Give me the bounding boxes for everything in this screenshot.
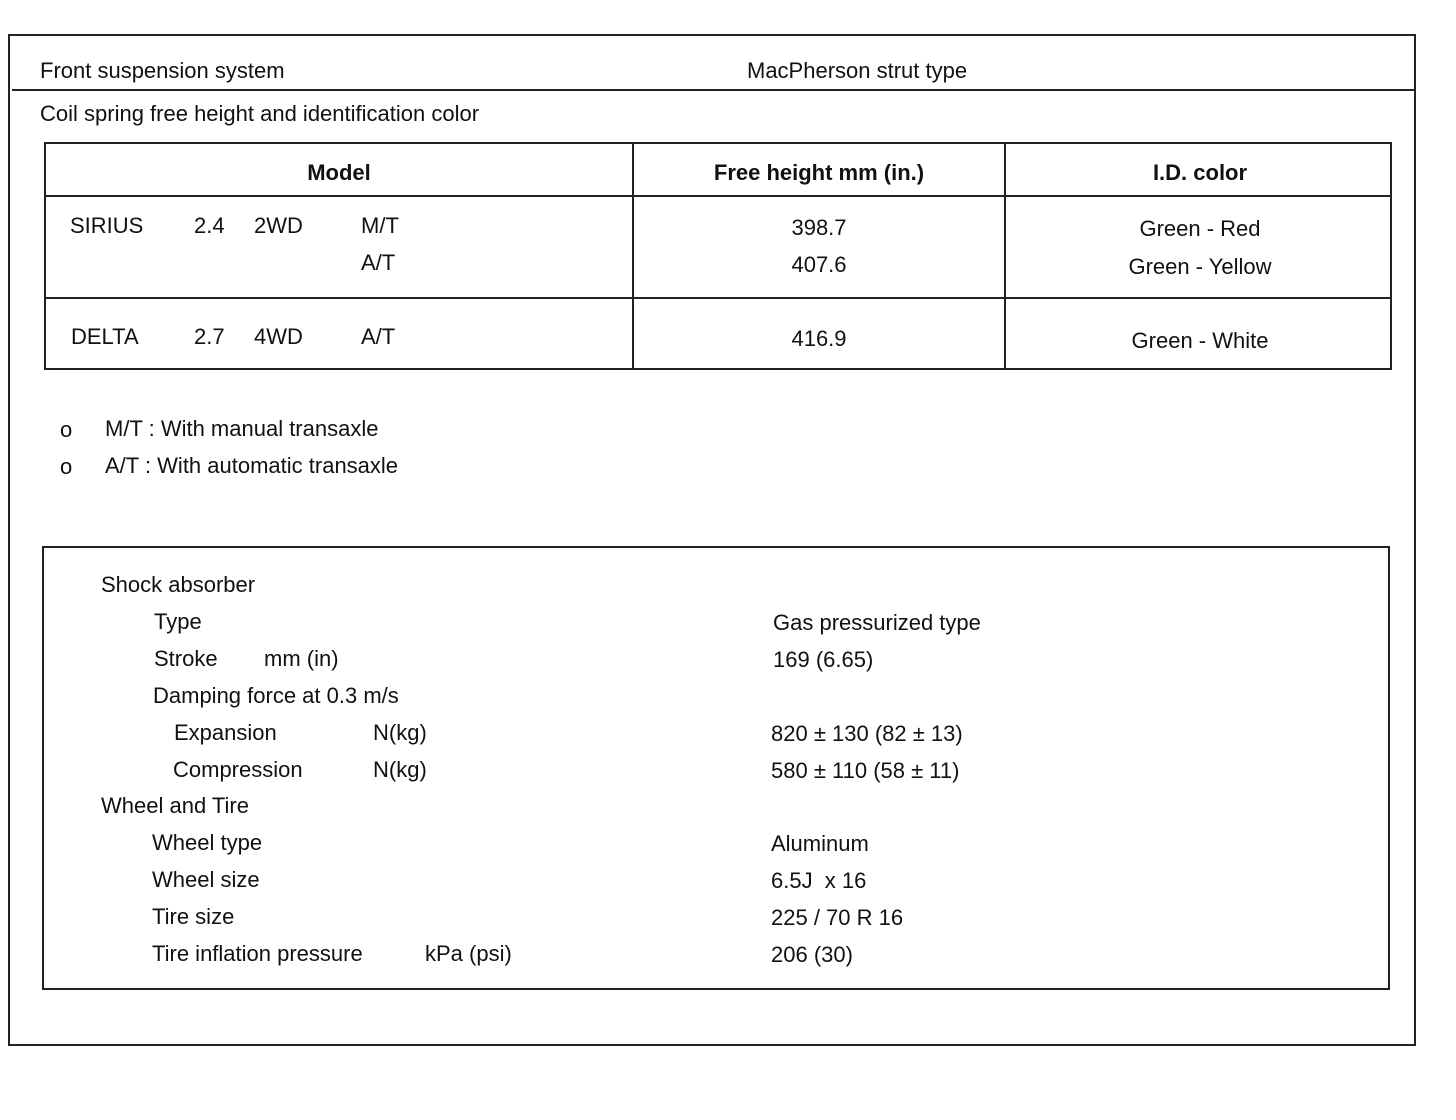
system-value: MacPherson strut type xyxy=(747,58,968,83)
compression-value: 580 ± 110 (58 ± 11) xyxy=(771,758,960,783)
system-label: Front suspension system xyxy=(40,58,285,83)
stroke-value: 169 (6.65) xyxy=(773,647,874,672)
drive-type: 4WD xyxy=(254,324,303,349)
compression-label: Compression xyxy=(173,757,303,782)
expansion-unit: N(kg) xyxy=(373,720,427,745)
id-color-value: Green - Yellow xyxy=(1128,254,1272,279)
note-bullet: o xyxy=(60,454,73,479)
note-bullet: o xyxy=(60,417,73,442)
table-header-divider xyxy=(46,195,1390,197)
free-height-value: 398.7 xyxy=(791,215,847,240)
shock-type-label: Type xyxy=(154,609,202,634)
column-header-model: Model xyxy=(307,160,371,185)
wheel-size-label: Wheel size xyxy=(152,867,260,892)
wheel-tire-title: Wheel and Tire xyxy=(101,793,249,818)
transmission: A/T xyxy=(361,250,396,275)
expansion-value: 820 ± 130 (82 ± 13) xyxy=(771,721,963,746)
transmission: A/T xyxy=(361,324,396,349)
header-divider xyxy=(12,89,1416,91)
wheel-type-value: Aluminum xyxy=(771,831,869,856)
free-height-value: 407.6 xyxy=(791,252,847,277)
tire-pressure-unit: kPa (psi) xyxy=(425,941,512,966)
model-name: SIRIUS xyxy=(70,213,144,238)
table-row-divider xyxy=(46,297,1390,299)
tire-pressure-label: Tire inflation pressure xyxy=(152,941,363,966)
id-color-value: Green - Red xyxy=(1139,216,1261,241)
model-name: DELTA xyxy=(71,324,139,349)
tire-size-value: 225 / 70 R 16 xyxy=(771,905,904,930)
free-height-value: 416.9 xyxy=(791,326,847,351)
id-color-value: Green - White xyxy=(1131,328,1269,353)
wheel-type-label: Wheel type xyxy=(152,830,263,855)
transmission: M/T xyxy=(361,213,399,238)
engine-size: 2.4 xyxy=(194,213,225,238)
note-text: A/T : With automatic transaxle xyxy=(105,453,399,478)
note-text: M/T : With manual transaxle xyxy=(105,416,379,441)
tire-size-label: Tire size xyxy=(152,904,235,929)
stroke-label: Stroke xyxy=(154,646,218,671)
damping-force-label: Damping force at 0.3 m/s xyxy=(153,683,399,708)
tire-pressure-value: 206 (30) xyxy=(771,942,853,967)
column-header-id-color: I.D. color xyxy=(1152,160,1248,185)
wheel-size-value: 6.5J x 16 xyxy=(771,868,867,893)
shock-absorber-title: Shock absorber xyxy=(101,572,256,597)
compression-unit: N(kg) xyxy=(373,757,427,782)
column-header-free-height: Free height mm (in.) xyxy=(713,160,925,185)
stroke-unit: mm (in) xyxy=(264,646,339,671)
drive-type: 2WD xyxy=(254,213,303,238)
shock-type-value: Gas pressurized type xyxy=(773,610,981,635)
section-title: Coil spring free height and identification color xyxy=(40,101,480,126)
expansion-label: Expansion xyxy=(174,720,277,745)
coil-spring-table xyxy=(44,142,1392,370)
engine-size: 2.7 xyxy=(194,324,225,349)
